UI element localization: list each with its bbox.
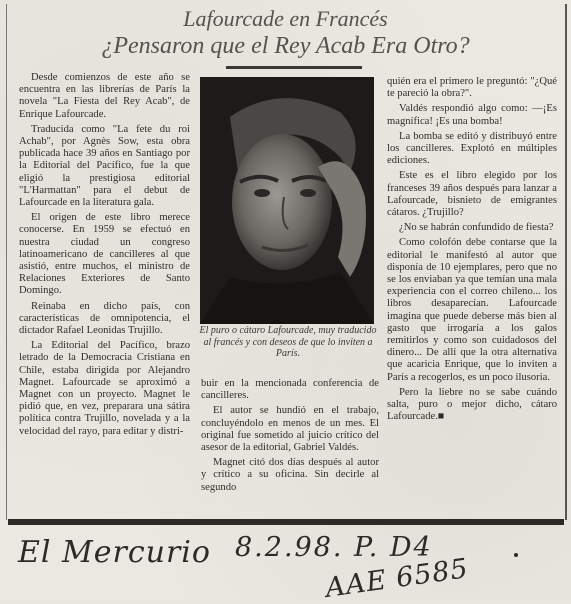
- paragraph: El origen de este libro merece conocerse. En 1959 se efectuó en nuestra ciudad un congreso latinoamericano de cancilleres al que asistió, entre muchos, el ministro de Relaciones Exteriores de Santo Domingo.: [19, 212, 190, 297]
- headline-line-1: Lafourcade en Francés: [183, 6, 388, 31]
- paragraph: Pero la liebre no se sabe cuándo salta, puro o mejor dicho, cátaro Lafourcade.■: [387, 386, 557, 423]
- handwritten-date: 8.2.98. P. D4: [235, 532, 433, 563]
- article-column-3: [387, 76, 557, 426]
- handwritten-reference: AAE 6585: [323, 553, 471, 604]
- headline-rule: [226, 66, 362, 69]
- paragraph: buir en la mencionada conferencia de cancilleres.: [201, 378, 379, 402]
- paragraph: La Editorial del Pacífico, brazo letrado de la Democracia Cristiana en Chile, estaba dirigida por Alejandro Magnet. Lafourcade se aproximó a Magnet con un proyecto. Magnet le pidió que, en vez, preparara una sátira política contra Trujillo, novelada y a la velocidad del rayo, para editar y distri-: [19, 340, 190, 437]
- headline: [0, 6, 571, 60]
- paragraph: quién era el primero le preguntó: "¿Qué te pareció la obra?".: [387, 76, 557, 100]
- paragraph: Desde comienzos de este año se encuentra en las librerías de París la novela "La Fiesta del Rey Acab", de Enrique Lafourcade.: [19, 72, 190, 120]
- paragraph: Este es el libro elegido por los franceses 39 años después para lanzar a Lafourcade, bisnieto de emigrantes cátaros. ¿Trujillo?: [387, 170, 557, 219]
- handwritten-source: El Mercurio: [18, 535, 211, 570]
- headline-line-2: ¿Pensaron que el Rey Acab Era Otro?: [101, 33, 470, 59]
- article-column-2: [201, 378, 379, 497]
- paragraph: ¿No se habrán confundido de fiesta?: [399, 222, 554, 234]
- article-column-1: [19, 72, 190, 441]
- clipping-bottom-edge: [8, 519, 564, 525]
- portrait-illustration: [200, 77, 374, 324]
- paragraph: Magnet citó dos días después al autor y crítico a su oficina. Sin decirle al segundo: [201, 457, 379, 493]
- paragraph: Como colofón debe contarse que la editorial le manifestó al autor que disponía de 10 ejemplares, pero que no se los enviaban ya que temían una mala experiencia con el correo chileno... los libros desaparecían. Lafourcade imagina que puede deberse más bien al gasto que irrogaría a los galos remitirlos y como son cuidadosos del dinero... De allí que la otra alternativa que acaricia Enrique, que lo inviten a París a recogerlos, es un poco ilusoria.: [387, 237, 557, 383]
- paragraph: Valdés respondió algo como: —¡Es magnífica! ¡Es una bomba!: [387, 103, 557, 127]
- paragraph: Traducida como "La fete du roi Achab", por Agnès Sow, esta obra publicada hace 39 años en Santiago por la Editorial del Pacífico, fue la que eligió la prestigiosa editorial "L'Harmattan" para el debut de Lafourcade en la literatura gala.: [19, 123, 190, 209]
- photo-caption: El puro o cátaro Lafourcade, muy traducido al francés y con deseos de que lo inviten a París.: [199, 325, 377, 359]
- ink-dot: [514, 553, 518, 557]
- paragraph: El autor se hundió en el trabajo, concluyéndolo en menos de un mes. El original fue sometido al juicio crítico del asesor de la editorial, Gabriel Valdés.: [201, 405, 379, 454]
- paragraph: La bomba se editó y distribuyó entre los cancilleres. Explotó en múltiples ediciones.: [387, 130, 557, 167]
- author-portrait-photo: [200, 77, 374, 324]
- paragraph: Reinaba en dicho país, con características de omnipotencia, el dictador Rafael Leonidas Trujillo.: [19, 300, 190, 337]
